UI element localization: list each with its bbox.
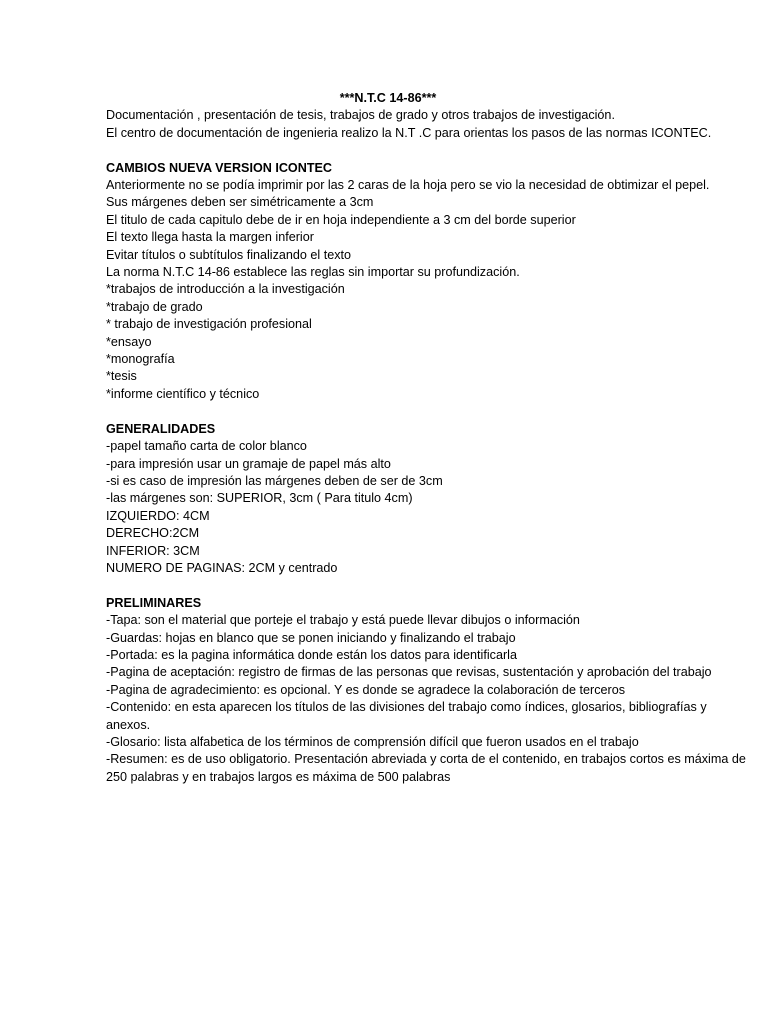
cambios-line: Evitar títulos o subtítulos finalizando el texto <box>106 247 352 262</box>
generalidades-line: DERECHO:2CM <box>106 526 200 541</box>
cambios-line: Sus márgenes deben ser simétricamente a 3cm <box>106 195 374 210</box>
document-title: ***N.T.C 14-86*** <box>339 91 437 105</box>
generalidades-line: -papel tamaño carta de color blanco <box>106 439 307 454</box>
preliminares-line: -Contenido: en esta aparecen los títulos de las divisiones del trabajo como índices, glosarios, bibliografías y anexos. <box>106 700 707 732</box>
cambios-line: Anteriormente no se podía imprimir por las 2 caras de la hoja pero se vio la necesidad de obtimizar el pepel. <box>106 178 710 193</box>
intro-line: El centro de documentación de ingenieria realizo la N.T .C para orientas los pasos de las normas ICONTEC. <box>106 125 712 140</box>
preliminares-line: -Guardas: hojas en blanco que se ponen iniciando y finalizando el trabajo <box>106 630 516 645</box>
generalidades-line: IZQUIERDO: 4CM <box>106 508 210 523</box>
cambios-line: La norma N.T.C 14-86 establece las reglas sin importar su profundización. <box>106 265 520 280</box>
section-heading-generalidades: GENERALIDADES <box>106 421 216 436</box>
preliminares-line: -Portada: es la pagina informática donde están los datos para identificarla <box>106 647 517 662</box>
generalidades-line: -para impresión usar un gramaje de papel más alto <box>106 456 391 471</box>
spacer <box>106 403 746 420</box>
document-page <box>106 90 746 786</box>
cambios-line: El titulo de cada capitulo debe de ir en hoja independiente a 3 cm del borde superior <box>106 212 576 227</box>
spacer <box>106 142 746 159</box>
preliminares-line: -Resumen: es de uso obligatorio. Presentación abreviada y corta de el contenido, en trabajos cortos es máxima de 250 palabras y en trabajos largos es máxima de 500 palabras <box>106 752 746 784</box>
cambios-line: El texto llega hasta la margen inferior <box>106 230 314 245</box>
preliminares-line: -Glosario: lista alfabetica de los términos de comprensión difícil que fueron usados en el trabajo <box>106 734 639 749</box>
cambios-list-item: *ensayo <box>106 334 152 349</box>
section-heading-cambios: CAMBIOS NUEVA VERSION ICONTEC <box>106 160 333 175</box>
cambios-list-item: * trabajo de investigación profesional <box>106 317 312 332</box>
generalidades-line: INFERIOR: 3CM <box>106 543 200 558</box>
preliminares-line: -Pagina de aceptación: registro de firmas de las personas que revisas, sustentación y aprobación del trabajo <box>106 665 712 680</box>
cambios-list-item: *informe científico y técnico <box>106 386 260 401</box>
cambios-list-item: *trabajos de introducción a la investigación <box>106 282 345 297</box>
spacer <box>106 577 746 594</box>
intro-line: Documentación , presentación de tesis, trabajos de grado y otros trabajos de investigación. <box>106 108 615 123</box>
generalidades-line: -si es caso de impresión las márgenes deben de ser de 3cm <box>106 473 443 488</box>
cambios-list-item: *tesis <box>106 369 137 384</box>
cambios-list-item: *monografía <box>106 352 175 367</box>
generalidades-line: -las márgenes son: SUPERIOR, 3cm ( Para titulo 4cm) <box>106 491 413 506</box>
preliminares-line: -Pagina de agradecimiento: es opcional. Y es donde se agradece la colaboración de terceros <box>106 682 626 697</box>
generalidades-line: NUMERO DE PAGINAS: 2CM y centrado <box>106 560 338 575</box>
cambios-list-item: *trabajo de grado <box>106 299 203 314</box>
preliminares-line: -Tapa: son el material que porteje el trabajo y está puede llevar dibujos o información <box>106 613 580 628</box>
section-heading-preliminares: PRELIMINARES <box>106 595 202 610</box>
